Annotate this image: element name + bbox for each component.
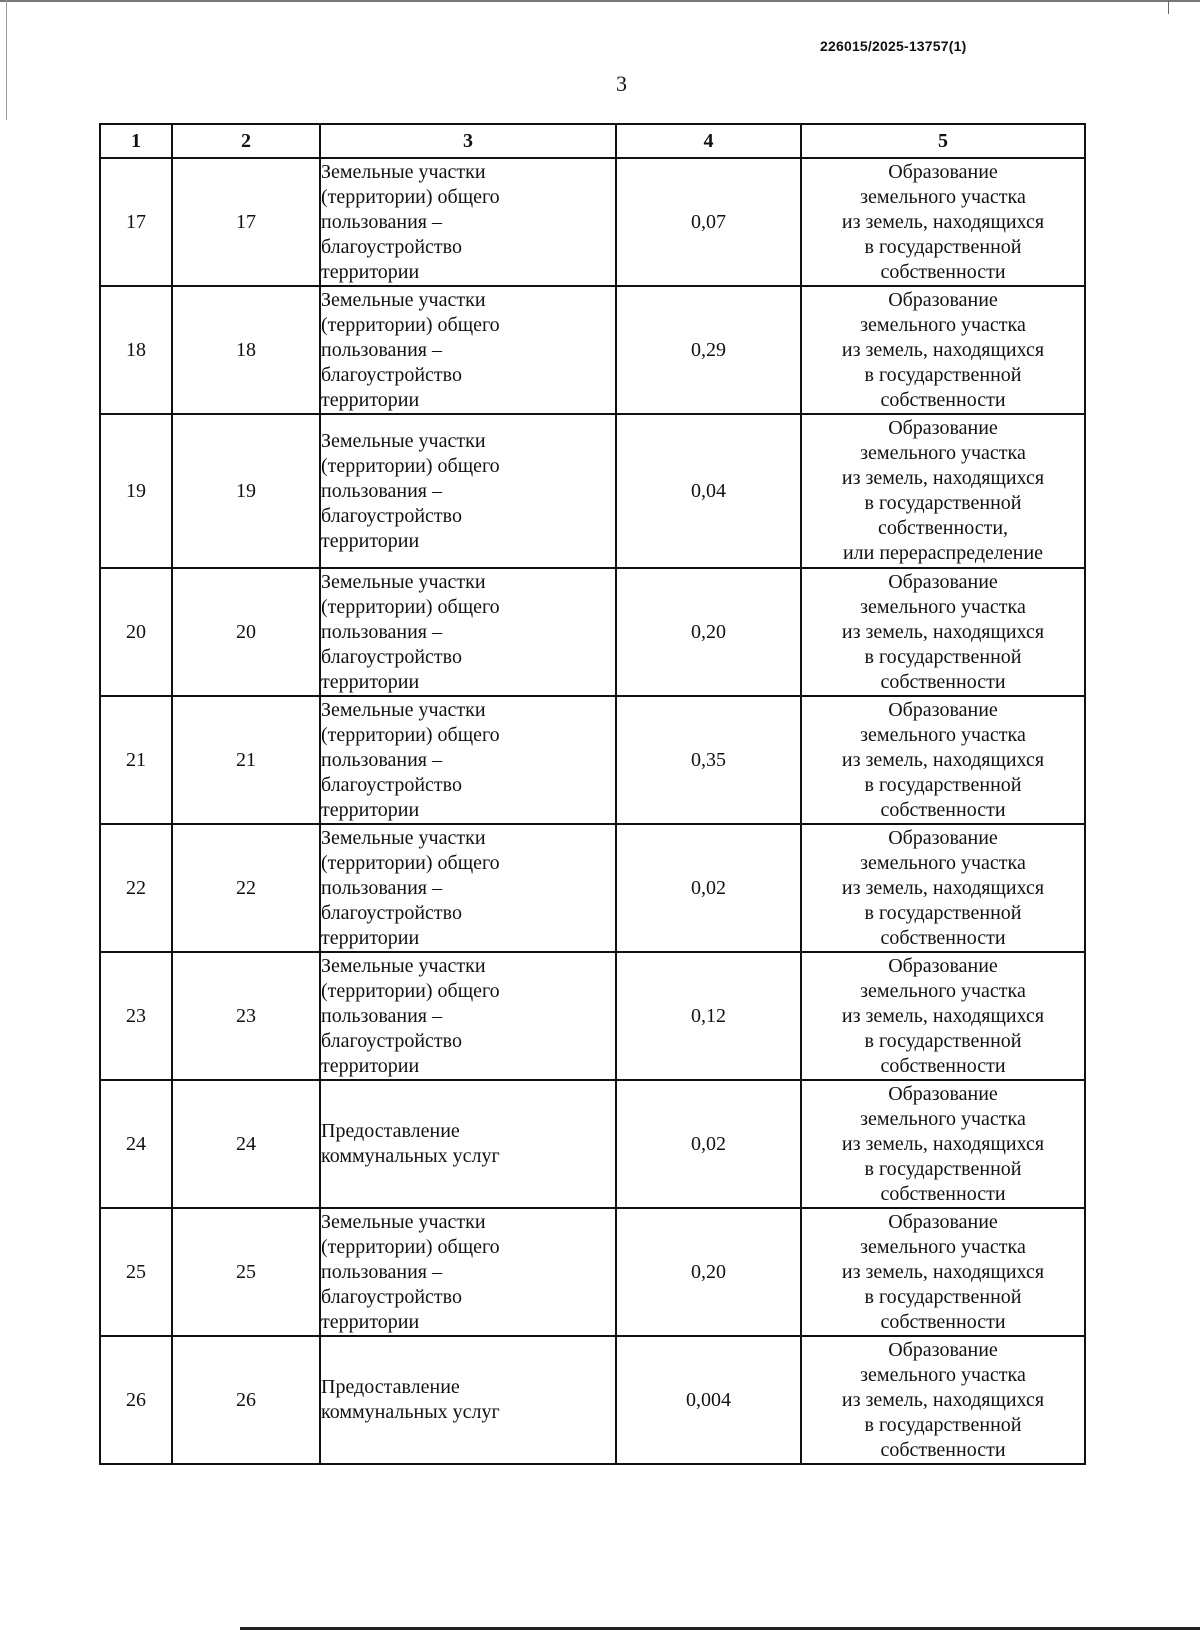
row-number-cell: 19 — [100, 414, 172, 568]
row-number-cell: 26 — [100, 1336, 172, 1464]
formation-method-text: Образование земельного участка из земель, находящихся в государственной собственности — [841, 1338, 1045, 1461]
area-cell: 0,02 — [616, 824, 801, 952]
formation-method-text: Образование земельного участка из земель, находящихся в государственной собственности — [841, 570, 1045, 693]
formation-method-cell — [801, 696, 1085, 824]
area-cell: 0,004 — [616, 1336, 801, 1464]
table-row — [100, 1080, 1085, 1208]
column-header: 5 — [801, 124, 1085, 158]
area-cell: 0,12 — [616, 952, 801, 1080]
plot-number-cell: 22 — [172, 824, 320, 952]
permitted-use-cell — [320, 696, 616, 824]
formation-method-cell — [801, 1336, 1085, 1464]
formation-method-cell — [801, 286, 1085, 414]
plot-number-cell: 19 — [172, 414, 320, 568]
document-number: 226015/2025-13757(1) — [820, 38, 967, 54]
permitted-use-cell — [320, 1080, 616, 1208]
formation-method-text: Образование земельного участка из земель, находящихся в государственной собственности — [841, 1082, 1045, 1205]
plot-number-cell: 23 — [172, 952, 320, 1080]
formation-method-cell — [801, 824, 1085, 952]
land-plots-table — [99, 123, 1086, 1465]
plot-number-cell: 24 — [172, 1080, 320, 1208]
plot-number-cell: 18 — [172, 286, 320, 414]
area-cell: 0,04 — [616, 414, 801, 568]
plot-number-cell: 20 — [172, 568, 320, 696]
permitted-use-text: Земельные участки (территории) общего пользования – благоустройство территории — [321, 429, 500, 552]
scan-edge-bottom — [240, 1627, 1200, 1630]
row-number-cell: 22 — [100, 824, 172, 952]
area-cell: 0,35 — [616, 696, 801, 824]
formation-method-cell — [801, 158, 1085, 286]
formation-method-cell — [801, 568, 1085, 696]
permitted-use-text: Земельные участки (территории) общего пользования – благоустройство территории — [321, 570, 500, 693]
scan-edge-top — [0, 0, 1200, 2]
column-header: 1 — [100, 124, 172, 158]
plot-number-cell: 17 — [172, 158, 320, 286]
page-number: 3 — [616, 71, 627, 96]
row-number-cell: 18 — [100, 286, 172, 414]
table-row — [100, 286, 1085, 414]
permitted-use-text: Предоставление коммунальных услуг — [321, 1376, 500, 1423]
column-header: 4 — [616, 124, 801, 158]
permitted-use-text: Земельные участки (территории) общего пользования – благоустройство территории — [321, 160, 500, 283]
row-number-cell: 25 — [100, 1208, 172, 1336]
row-number-cell: 17 — [100, 158, 172, 286]
formation-method-text: Образование земельного участка из земель, находящихся в государственной собственности, или перераспределение — [841, 417, 1045, 564]
table-row — [100, 696, 1085, 824]
scan-edge-mark — [1168, 0, 1169, 14]
area-cell: 0,07 — [616, 158, 801, 286]
permitted-use-text: Земельные участки (территории) общего пользования – благоустройство территории — [321, 954, 500, 1077]
permitted-use-text: Земельные участки (территории) общего пользования – благоустройство территории — [321, 698, 500, 821]
permitted-use-text: Земельные участки (территории) общего пользования – благоустройство территории — [321, 1210, 500, 1333]
table-row — [100, 414, 1085, 568]
permitted-use-cell — [320, 158, 616, 286]
formation-method-text: Образование земельного участка из земель, находящихся в государственной собственности — [841, 160, 1045, 283]
formation-method-text: Образование земельного участка из земель, находящихся в государственной собственности — [841, 698, 1045, 821]
formation-method-text: Образование земельного участка из земель, находящихся в государственной собственности — [841, 1210, 1045, 1333]
permitted-use-text: Земельные участки (территории) общего пользования – благоустройство территории — [321, 826, 500, 949]
permitted-use-text: Земельные участки (территории) общего пользования – благоустройство территории — [321, 288, 500, 411]
permitted-use-cell — [320, 1336, 616, 1464]
permitted-use-cell — [320, 1208, 616, 1336]
row-number-cell: 24 — [100, 1080, 172, 1208]
plot-number-cell: 25 — [172, 1208, 320, 1336]
column-header: 3 — [320, 124, 616, 158]
row-number-cell: 20 — [100, 568, 172, 696]
plot-number-cell: 26 — [172, 1336, 320, 1464]
area-cell: 0,29 — [616, 286, 801, 414]
permitted-use-cell — [320, 952, 616, 1080]
table-row — [100, 158, 1085, 286]
permitted-use-cell — [320, 286, 616, 414]
row-number-cell: 21 — [100, 696, 172, 824]
table-row — [100, 824, 1085, 952]
area-cell: 0,20 — [616, 568, 801, 696]
table-row — [100, 1336, 1085, 1464]
formation-method-cell — [801, 1208, 1085, 1336]
scan-edge-left — [6, 0, 7, 120]
formation-method-cell — [801, 414, 1085, 568]
table-header-row — [100, 124, 1085, 158]
table-row — [100, 568, 1085, 696]
permitted-use-cell — [320, 414, 616, 568]
permitted-use-text: Предоставление коммунальных услуг — [321, 1120, 500, 1167]
table-row — [100, 1208, 1085, 1336]
formation-method-text: Образование земельного участка из земель, находящихся в государственной собственности — [841, 826, 1045, 949]
area-cell: 0,20 — [616, 1208, 801, 1336]
formation-method-cell — [801, 1080, 1085, 1208]
area-cell: 0,02 — [616, 1080, 801, 1208]
formation-method-text: Образование земельного участка из земель, находящихся в государственной собственности — [841, 288, 1045, 411]
row-number-cell: 23 — [100, 952, 172, 1080]
formation-method-cell — [801, 952, 1085, 1080]
column-header: 2 — [172, 124, 320, 158]
formation-method-text: Образование земельного участка из земель, находящихся в государственной собственности — [841, 954, 1045, 1077]
table-row — [100, 952, 1085, 1080]
permitted-use-cell — [320, 568, 616, 696]
plot-number-cell: 21 — [172, 696, 320, 824]
permitted-use-cell — [320, 824, 616, 952]
